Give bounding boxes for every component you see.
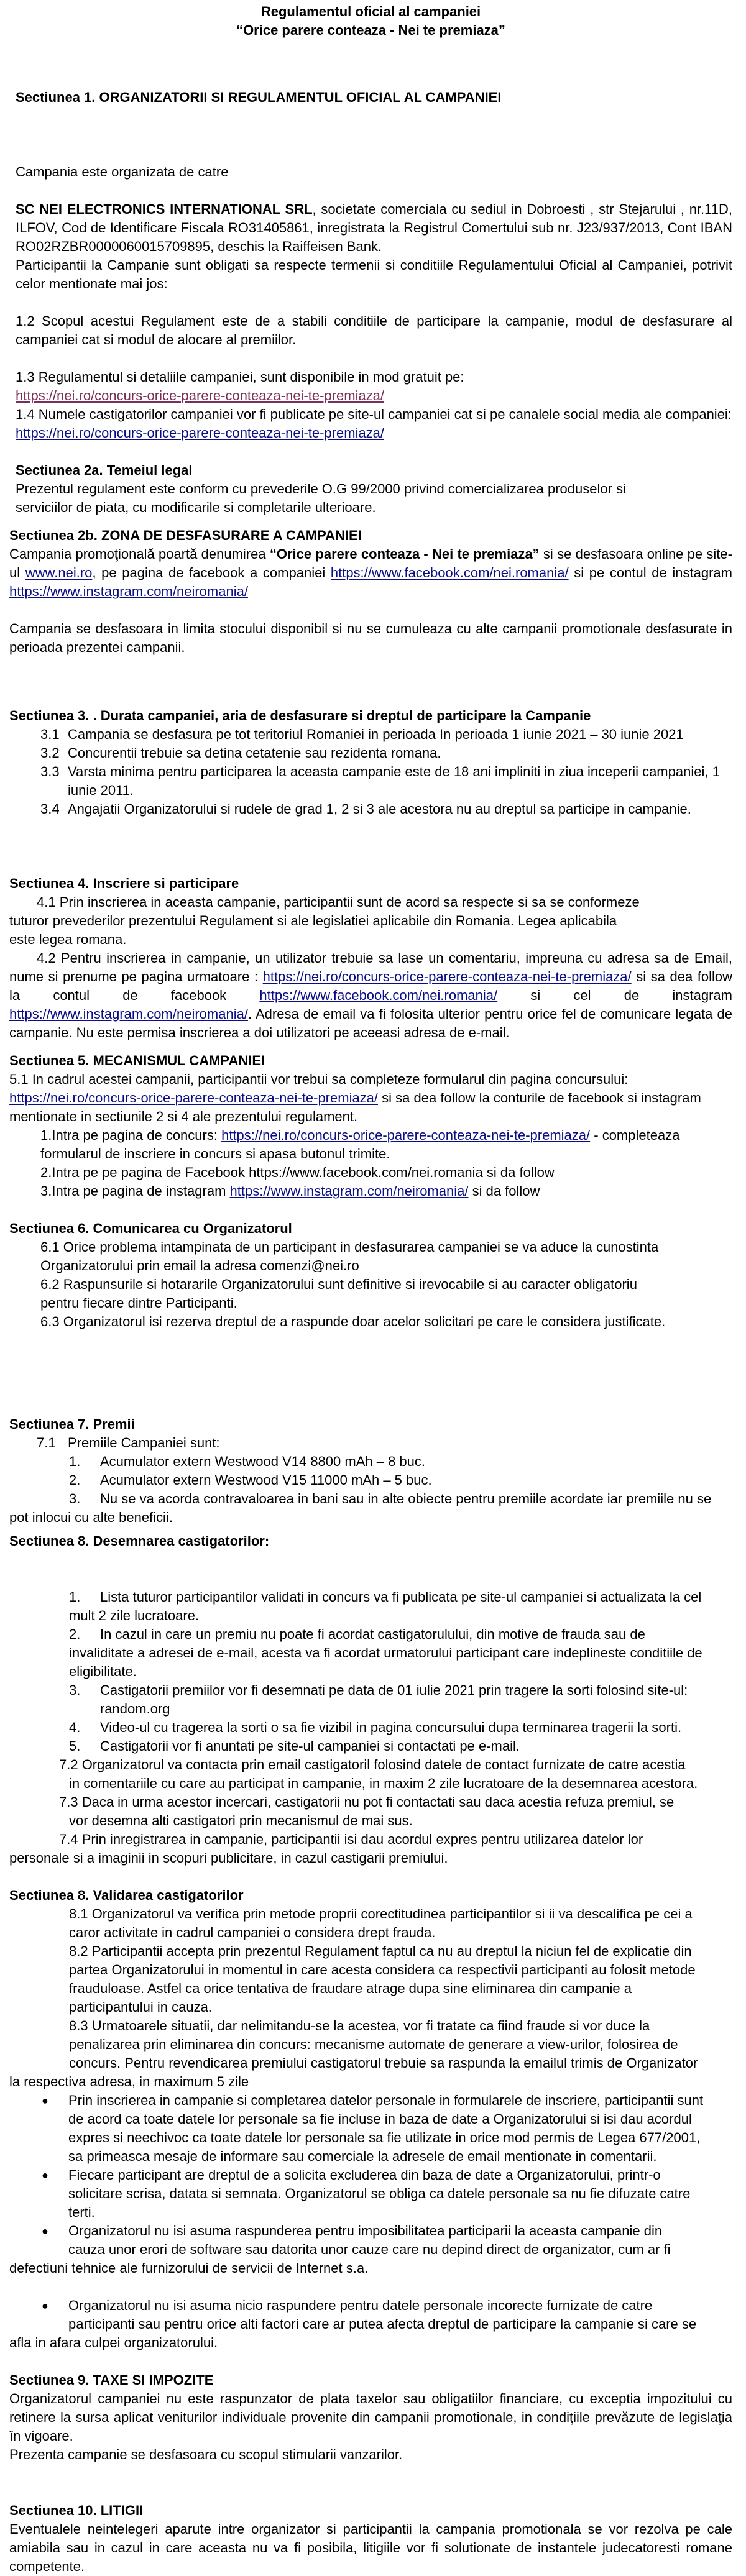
organizer-intro: Campania este organizata de catre [16,164,229,180]
paragraph-6-1: 6.1 Orice problema intampinata de un participant in desfasurarea campaniei se va aduce la cunostinta Organizatorului prin email la adresa comenzi@nei.ro [40,1239,659,1273]
paragraph-7-2-cont: in comentariile cu care au participat in campanie, in maxim 2 zile lucratoare de la desemnarea acestora. [69,1776,698,1791]
paragraph-7-3-cont: vor desemna alti castigatori prin mecanismul de mai sus. [69,1813,413,1828]
contest-form-link[interactable]: https://nei.ro/concurs-orice-parere-conteaza-nei-te-premiaza/ [9,1090,379,1106]
section-7 [9,1415,732,1527]
section-6 [9,1219,732,1331]
instagram-link[interactable]: https://www.instagram.com/neiromania/ [9,1006,248,1022]
paragraph-4-1: 4.1 Prin inscrierea in aceasta campanie, participantii sunt de acord sa respecte si sa se conformeze tuturor prevederilor prezentului Regulament si ale legislatiei aplicabile din Romania. Legea aplicabila este legea romana. [9,894,640,947]
section-8-validation-heading: Sectiunea 8. Validarea castigatorilor [9,1887,244,1903]
section-3 [9,707,732,818]
campaign-area-paragraph: Campania promoţională poartă denumirea “Orice parere conteaza - Nei te premiaza” si se desfasoara online pe site-ul www.nei.ro, pe pagina de facebook a companiei https://www.facebook.com/nei.romania/ si pe contul de instagram https://www.instagram.com/neiromania/ [9,546,732,599]
document-header [9,2,732,40]
draw-list [9,1588,732,1756]
step-2: 2.Intra pe pe pagina de Facebook https://www.facebook.com/nei.romania si da follow [40,1165,555,1180]
step-3: 3.Intra pe pagina de instagram https://www.instagram.com/neiromania/ si da follow [40,1183,540,1199]
bullet-icon: ● [42,2169,48,2181]
paragraph-8-2: 8.2 Participantii accepta prin prezentul Regulament faptul ca nu au dreptul la niciun fel de explicatie din partea Organizatorului in momentul in care acesta considera ca respectivii participanti au folosit metode frauduloase. Astfel ca orice tentativa de fraudare atrage dupa sine eliminarea din campanie a participantului in cauza. [69,1943,696,2015]
list-item-3-2: 3.2 Concurentii trebuie sa detina cetatenie sau rezidenta romana. [40,745,441,761]
section-7-heading: Sectiunea 7. Premii [9,1416,135,1432]
section-9-heading: Sectiunea 9. TAXE SI IMPOZITE [9,2372,214,2388]
prize-item: 1. Acumulator extern Westwood V14 8800 mAh – 8 buc. [69,1454,425,1469]
section-5 [9,1052,732,1201]
prize-note: 3. Nu se va acorda contravaloarea in bani sau in alte obiecte pentru premiile acordate iar premiile nu se pot inlocui cu alte beneficii. [9,1491,712,1525]
company-name: SC NEI ELECTRONICS INTERNATIONAL SRL [16,201,313,217]
section-10-heading: Sectiunea 10. LITIGII [9,2503,144,2518]
draw-item-4: 4. Video-ul cu tragerea la sorti o sa fie vizibil in pagina concursului dupa terminarea tragerii la sorti. [69,1720,682,1735]
disputes-paragraph: Eventualele neintelegeri aparute intre organizator si participantii la campania promotionala se vor rezolva pe cale amiabila sau in cazul in care aceasta nu va fi posibila, litigiile vor fi solutionate de instantele judecatoresti romane competente. [9,2521,732,2574]
bullet-icon: ● [42,2225,48,2237]
paragraph-6-3: 6.3 Organizatorul isi rezerva dreptul de a raspunde doar acelor solicitari pe care le considera justificate. [40,1314,666,1329]
paragraph-8-3-tail: la respectiva adresa, in maximum 5 zile [9,2074,249,2089]
bullet-icon: ● [42,2299,48,2312]
list-item-3-4: 3.4 Angajatii Organizatorului si rudele de grad 1, 2 si 3 ale acestora nu au dreptul sa participe in campanie. [40,801,691,817]
sales-purpose: Prezenta campanie se desfasoara cu scopul stimularii vanzarilor. [9,2447,403,2462]
taxes-paragraph: Organizatorul campaniei nu este raspunzator de plata taxelor sau obligatiilor financiare, cu exceptia impozitului cu retinere la sursa aplicat veniturilor individuale provenite din campanii promotionale, in condiţiile prevăzute de legislaţia în vigoare. [9,2391,732,2444]
section-2a [9,461,732,517]
paragraph-7-3: 7.3 Daca in urma acestor incercari, castigatorii nu pot fi contactati sau daca acestia refuza premiul, se [59,1794,675,1810]
section-8-draw-heading: Sectiunea 8. Desemnarea castigatorilor: [9,1533,270,1549]
section-6-heading: Sectiunea 6. Comunicarea cu Organizatorul [9,1221,292,1236]
paragraph-7-1: 7.1 Premiile Campaniei sunt: [37,1435,220,1451]
site-link[interactable]: www.nei.ro [25,565,93,580]
bullet-item: ● Fiecare participant are dreptul de a solicita excluderea din baza de date a Organizatorului, printr-o solicitare scrisa, datata si semnata. Organizatorul se obliga ca datele personale sa nu fie difuzate catre terti. [9,2166,732,2222]
paragraph-8-1: 8.1 Organizatorul va verifica prin metode proprii corectitudinea participantilor si ii va descalifica pe cei a caror activitate in cadrul campaniei o considera drept frauda. [69,1906,693,1940]
winners-link[interactable]: https://nei.ro/concurs-orice-parere-conteaza-nei-te-premiaza/ [16,425,385,441]
section-3-heading: Sectiunea 3. . Durata campaniei, aria de desfasurare si dreptul de participare la Campanie [9,708,591,723]
paragraph-1-2: 1.2 Scopul acestui Regulament este de a stabili conditiile de participare la campanie, modul de desfasurare al campaniei cat si modul de alocare al premiilor. [16,313,732,347]
instagram-link[interactable]: https://www.instagram.com/neiromania/ [229,1183,469,1199]
prize-item: 2. Acumulator extern Westwood V15 11000 mAh – 5 buc. [69,1472,432,1488]
paragraph-6-2: 6.2 Raspunsurile si hotararile Organizatorului sunt definitive si irevocabile si au caracter obligatoriu pentru fiecare dintre Participanti. [40,1277,637,1311]
section-4 [9,874,732,1042]
paragraph-1-3: 1.3 Regulamentul si detaliile campaniei, sunt disponibile in mod gratuit pe: [16,369,464,385]
paragraph-4-2: 4.2 Pentru inscrierea in campanie, un utilizator trebuie sa lase un comentariu, impreuna cu adresa sa de Email, nume si prenume pe pagina urmatoare : https://nei.ro/concurs-orice-parere-conteaza-nei-te-premiaza/ si sa dea follow la contul de facebook https://www.facebook.com/nei.romania/ si cel de instagram https://www.instagram.com/neiromania/. Adresa de email va fi folosita ulterior pentru orice fel de comunicare legata de campanie. Nu este permisa inscrierea a doi utilizatori pe aceeasi adresa de e-mail. [9,950,733,1040]
stock-paragraph: Campania se desfasoara in limita stocului disponibil si nu se cumuleaza cu alte campanii promotionale desfasurate in perioada prezentei campanii. [9,621,732,655]
participants-obligation: Participantii la Campanie sunt obligati sa respecte termenii si conditiile Regulamentului Oficial al Campaniei, potrivit celor mentionate mai jos: [16,257,732,291]
paragraph-7-2: 7.2 Organizatorul va contacta prin email castigatoril folosind datele de contact furnizate de catre acestia [59,1757,686,1772]
paragraph-8-3: 8.3 Urmatoarele situatii, dar nelimitandu-se la acestea, vor fi tratate ca fiind fraude si vor duce la penalizarea prin eliminarea din concurs: mecanisme automate de generare a view-urilor, folosirea de concurs. Pentru revendicarea premiului castigatorul trebuie sa raspunda la emailul trimis de Organizator [69,2018,698,2071]
draw-item-3: 3. Castigatorii premiilor vor fi desemnati pe data de 01 iulie 2021 prin tragere la sorti folosind site-ul: random.org [69,1682,688,1717]
legal-basis-line-1: Prezentul regulament este conform cu prevederile O.G 99/2000 privind comercializarea produselor si [16,481,626,497]
contest-page-link[interactable]: https://nei.ro/concurs-orice-parere-conteaza-nei-te-premiaza/ [262,969,632,984]
organizer-details [9,200,732,256]
bullet-item: ● Organizatorul nu isi asuma raspunderea pentru imposibilitatea participarii la aceasta campanie din cauza unor erori de software sau datorita unor cauze care nu depind direct de organizator, cum ar fi [9,2222,732,2259]
bullet-item: ● Prin inscrierea in campanie si completarea datelor personale in formularele de inscriere, participantii sunt de acord ca toate datele lor personale sa fie incluse in baza de date a Organizatorului si isi dau acordul expres si neechivoc ca toate datele lor personale sa fie utilizate in orice mod permis de Legea 677/2001, sa primeasca mesaje de informare sau comerciale la adresele de email mentionate in comentarii. [9,2091,732,2166]
draw-item-5: 5. Castigatorii vor fi anuntati pe site-ul campaniei si contactati pe e-mail. [69,1738,520,1754]
section-5-heading: Sectiunea 5. MECANISMUL CAMPANIEI [9,1053,265,1068]
campaign-name-bold: “Orice parere conteaza - Nei te premiaza” [269,546,540,562]
company-details-text: , societate comerciala cu sediul in Dobroesti , str Stejarului , nr.11D, ILFOV, Cod de Identificare Fiscala RO31405861, inregistrata la Registrul Comertului sub nr. J23/937/2013, Cont IBAN RO02RZBR0000060015709895, deschis la Raiffeisen Bank. [16,201,732,254]
paragraph-1-4: 1.4 Numele castigatorilor campaniei vor fi publicate pe site-ul campaniei cat si pe canalele social media ale companiei: [16,406,732,422]
section-2b-heading: Sectiunea 2b. ZONA DE DESFASURARE A CAMPANIEI [9,528,362,543]
bullet-tail: defectiuni tehnice ale furnizorului de servicii de Internet s.a. [9,2260,369,2276]
section-8-draw [9,1532,732,1868]
paragraph-5-1: 5.1 In cadrul acestei campanii, participantii vor trebui sa completeze formularul din pagina concursului: https://nei.ro/concurs-orice-parere-conteaza-nei-te-premiaza/ si sa dea follow la conturile de facebook si instagram mentionate in sectiunile 2 si 4 ale prezentului regulament. [9,1071,701,1124]
step-1: 1.Intra pe pagina de concurs: https://nei.ro/concurs-orice-parere-conteaza-nei-te-premiaza/ - completeaza formularul de inscriere in concurs si apasa butonul trimite. [40,1127,680,1162]
rules-link[interactable]: https://nei.ro/concurs-orice-parere-conteaza-nei-te-premiaza/ [16,388,385,403]
section-10 [9,2501,732,2576]
list-item-3-1: 3.1 Campania se desfasura pe tot teritoriul Romaniei in perioada In perioada 1 iunie 2021 – 30 iunie 2021 [40,727,684,742]
facebook-link[interactable]: https://www.facebook.com/nei.romania/ [259,988,498,1003]
section-1 [9,88,732,442]
list-item-3-3: 3.3 Varsta minima pentru participarea la aceasta campanie este de 18 ani impliniti in ziua inceperii campaniei, 1 iunie 2011. [40,764,720,798]
bullet-item: ● Organizatorul nu isi asuma nicio raspundere pentru datele personale incorecte furnizate de catre participanti sau pentru orice alti factori care ar putea afecta dreptul de participare la campanie si care se [9,2296,732,2334]
bullet-icon: ● [42,2094,48,2107]
draw-item-2: 2. In cazul in care un premiu nu poate fi acordat castigatorulului, din motive de frauda sau de invaliditate a adresei de e-mail, acesta va fi acordat urmatorului participant care indeplineste conditiile de eligibilitate. [69,1626,702,1679]
document-title: Regulamentul oficial al campaniei [260,4,481,19]
legal-basis-line-2: serviciilor de piata, cu modificarile si completarile ulterioare. [16,500,376,515]
section-8-validation [9,1886,732,2352]
paragraph-7-4: 7.4 Prin inregistrarea in campanie, participantii isi dau acordul expres pentru utilizarea datelor lor personale si a imaginii in scopuri publicitare, in cazul castigarii premiului. [9,1831,643,1866]
draw-item-1: 1. Lista tuturor participantilor validati in concurs va fi publicata pe site-ul campaniei si actualizata la cel mult 2 zile lucratoare. [69,1589,702,1623]
bullet-tail: afla in afara culpei organizatorului. [9,2335,218,2350]
instagram-link[interactable]: https://www.instagram.com/neiromania/ [9,584,248,599]
section-9 [9,2371,732,2464]
section-2a-heading: Sectiunea 2a. Temeiul legal [16,462,193,478]
facebook-link[interactable]: https://www.facebook.com/nei.romania/ [330,565,569,580]
campaign-name: “Orice parere conteaza - Nei te premiaza” [236,22,505,38]
section-4-heading: Sectiunea 4. Inscriere si participare [9,876,239,891]
contest-page-link[interactable]: https://nei.ro/concurs-orice-parere-conteaza-nei-te-premiaza/ [221,1127,591,1143]
section-2b [9,526,732,657]
section-1-heading: Sectiunea 1. ORGANIZATORII SI REGULAMENTUL OFICIAL AL CAMPANIEI [16,89,502,105]
